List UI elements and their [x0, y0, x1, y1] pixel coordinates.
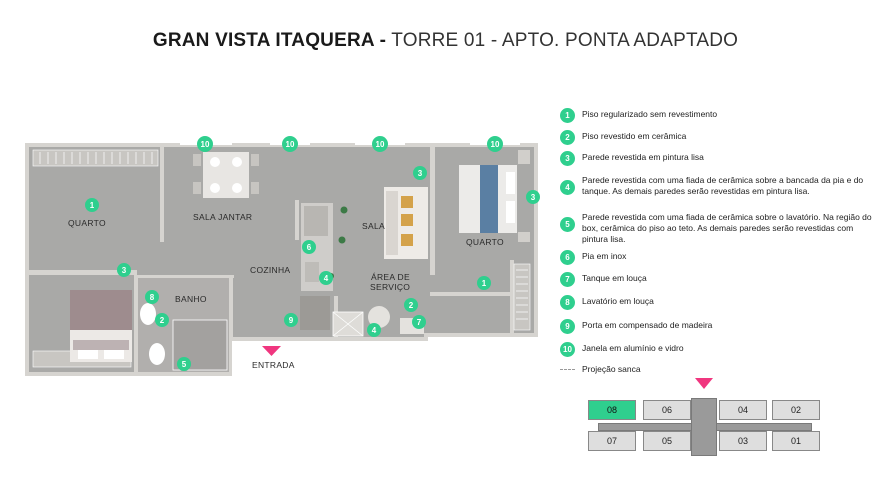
svg-text:10: 10 [285, 140, 295, 149]
svg-text:4: 4 [371, 326, 377, 335]
bed-left [70, 290, 132, 362]
keymap-unit: 08 [588, 400, 636, 420]
legend-text: Parede revestida com uma fiada de cerâmica sobre o lavatório. Na região do box, cerâmica do piso ao teto. As demais paredes serão revestidas com pintura lisa. [582, 212, 872, 244]
legend-number: 10 [560, 342, 575, 357]
svg-text:1: 1 [481, 279, 487, 288]
room-label-area-servico-2: SERVIÇO [370, 282, 411, 292]
badge-10-b [282, 136, 298, 152]
badge-2-a [155, 313, 169, 327]
legend-text: Parede revestida com uma fiada de cerâmica sobre a bancada da pia e do tanque. As demais paredes serão revestidas em pintura lisa. [582, 175, 864, 196]
room-label-quarto-left: QUARTO [68, 218, 106, 228]
legend-number: 2 [560, 130, 575, 145]
svg-text:10: 10 [200, 140, 210, 149]
svg-text:9: 9 [288, 316, 294, 325]
svg-text:3: 3 [530, 193, 536, 202]
keymap-unit: 07 [588, 431, 636, 451]
badge-5 [177, 357, 191, 371]
badge-9 [284, 313, 298, 327]
keymap-unit: 04 [719, 400, 767, 420]
keymap-core [691, 398, 717, 456]
title-project: GRAN VISTA ITAQUERA - [152, 30, 387, 51]
badge-10-a [197, 136, 213, 152]
legend-text: Tanque em louça [582, 273, 647, 283]
badge-10-c [372, 136, 388, 152]
svg-text:2: 2 [408, 301, 414, 310]
view-marker-icon [695, 378, 713, 389]
closet-right [514, 264, 530, 330]
keymap-unit: 02 [772, 400, 820, 420]
svg-text:10: 10 [375, 140, 385, 149]
legend-text: Pia em inox [582, 251, 627, 261]
keymap-unit: 05 [643, 431, 691, 451]
badge-1-b [477, 276, 491, 290]
legend-text: Piso regularizado sem revestimento [582, 109, 718, 119]
svg-text:4: 4 [323, 274, 329, 283]
badge-3-c [117, 263, 131, 277]
badge-6 [302, 240, 316, 254]
room-label-banho: BANHO [175, 294, 207, 304]
keymap-unit: 06 [643, 400, 691, 420]
svg-text:3: 3 [121, 266, 127, 275]
unit-keymap [580, 378, 830, 458]
badge-4-a [319, 271, 333, 285]
badge-10-d [487, 136, 503, 152]
legend-number: 8 [560, 295, 575, 310]
svg-text:10: 10 [490, 140, 500, 149]
closet-left [33, 150, 158, 166]
svg-text:8: 8 [149, 293, 155, 302]
room-label-sala: SALA [362, 221, 385, 231]
badge-1-a [85, 198, 99, 212]
legend-text: Parede revestida em pintura lisa [582, 152, 704, 162]
legend-text: Janela em alumínio e vidro [582, 343, 684, 353]
badge-7 [412, 315, 426, 329]
room-label-cozinha: COZINHA [250, 265, 291, 275]
legend-number: 6 [560, 250, 575, 265]
svg-text:2: 2 [159, 316, 165, 325]
legend-text: Piso revestido em cerâmica [582, 131, 687, 141]
badge-3-b [526, 190, 540, 204]
svg-text:3: 3 [417, 169, 423, 178]
badge-8 [145, 290, 159, 304]
kitchen-counter [300, 203, 333, 330]
svg-text:6: 6 [306, 243, 312, 252]
legend-text: Lavatório em louça [582, 296, 654, 306]
legend-number: 9 [560, 319, 575, 334]
room-label-quarto-right: QUARTO [466, 237, 504, 247]
title-unit: TORRE 01 - APTO. PONTA ADAPTADO [391, 30, 739, 51]
svg-text:5: 5 [181, 360, 187, 369]
legend-number: 4 [560, 180, 575, 195]
legend-text: Porta em compensado de madeira [582, 320, 713, 330]
badge-3-a [413, 166, 427, 180]
legend-number: 7 [560, 272, 575, 287]
room-label-area-servico-1: ÁREA DE [371, 272, 410, 282]
svg-text:1: 1 [89, 201, 95, 210]
room-label-sala-jantar: SALA JANTAR [193, 212, 253, 222]
badge-4-b [367, 323, 381, 337]
entrance-marker [262, 346, 281, 356]
sofa [384, 187, 428, 259]
legend-text: Projeção sanca [582, 364, 641, 374]
legend-number: 1 [560, 108, 575, 123]
dashed-line-icon [560, 369, 575, 370]
legend-number: 3 [560, 151, 575, 166]
badge-2-b [404, 298, 418, 312]
room-label-entrada: ENTRADA [252, 360, 295, 370]
legend-number: 5 [560, 217, 575, 232]
keymap-unit: 03 [719, 431, 767, 451]
keymap-unit: 01 [772, 431, 820, 451]
svg-text:7: 7 [416, 318, 422, 327]
